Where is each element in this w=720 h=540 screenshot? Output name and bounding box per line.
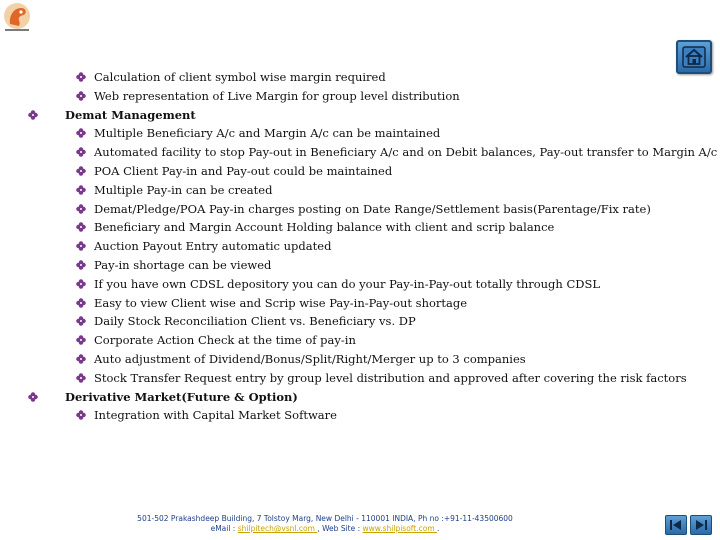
item-text: Auto adjustment of Dividend/Bonus/Split/Right/Merger up to 3 companies	[94, 351, 526, 366]
item-text: Pay-in shortage can be viewed	[94, 257, 272, 272]
next-slide-button[interactable]	[690, 515, 712, 535]
diamond-bullet-icon	[76, 181, 86, 195]
section-heading	[0, 388, 670, 407]
item-text: Web representation of Live Margin for group level distribution	[94, 88, 460, 103]
diamond-bullet-icon	[76, 294, 86, 308]
item-text: Stock Transfer Request entry by group level distribution and approved after covering the risk factors	[94, 370, 687, 385]
footer-contact	[0, 524, 650, 534]
diamond-bullet-icon	[76, 350, 86, 364]
list-item	[0, 369, 687, 388]
list-item	[0, 350, 670, 369]
list-item	[0, 200, 670, 219]
company-logo-icon	[0, 0, 36, 36]
item-text: Demat/Pledge/POA Pay-in charges posting on Date Range/Settlement basis(Parentage/Fix rate)	[94, 201, 651, 216]
diamond-bullet-icon	[76, 331, 86, 345]
list-item	[0, 275, 670, 294]
item-text: Auction Payout Entry automatic updated	[94, 239, 332, 254]
diamond-bullet-icon	[76, 256, 86, 270]
item-text: Automated facility to stop Pay-out in Beneficiary A/c and on Debit balances, Pay-out transfer to Margin A/c	[94, 145, 718, 160]
footer-end: .	[437, 524, 440, 533]
diamond-bullet-icon	[76, 237, 86, 251]
email-link[interactable]: shilpitech@vsnl.com	[237, 524, 318, 533]
list-item	[0, 143, 718, 162]
list-item	[0, 87, 670, 106]
website-link[interactable]: www.shilpisoft.com	[362, 524, 438, 533]
previous-slide-icon	[669, 519, 683, 531]
diamond-bullet-icon	[76, 275, 86, 289]
section-heading	[0, 106, 670, 125]
item-text: If you have own CDSL depository you can do your Pay-in-Pay-out totally through CDSL	[94, 276, 601, 291]
diamond-bullet-icon	[28, 388, 38, 402]
item-text: Integration with Capital Market Software	[94, 408, 337, 423]
diamond-bullet-icon	[76, 124, 86, 138]
diamond-bullet-icon	[76, 162, 86, 176]
diamond-bullet-icon	[76, 218, 86, 232]
diamond-bullet-icon	[76, 68, 86, 82]
diamond-bullet-icon	[76, 200, 86, 214]
item-text: Multiple Beneficiary A/c and Margin A/c can be maintained	[94, 126, 441, 141]
email-label: eMail :	[210, 524, 238, 533]
diamond-bullet-icon	[76, 87, 86, 101]
list-item	[0, 312, 670, 331]
home-button[interactable]	[676, 40, 712, 74]
footer	[0, 514, 650, 534]
list-item	[0, 162, 670, 181]
list-item	[0, 406, 670, 425]
footer-address: 501-502 Prakashdeep Building, 7 Tolstoy Marg, New Delhi - 110001 INDIA, Ph no :+91-11-43500600	[137, 514, 513, 523]
diamond-bullet-icon	[76, 406, 86, 420]
item-text: Beneficiary and Margin Account Holding balance with client and scrip balance	[94, 220, 555, 235]
list-item	[0, 68, 670, 87]
item-text: Daily Stock Reconciliation Client vs. Beneficiary vs. DP	[94, 314, 416, 329]
home-icon	[681, 45, 707, 69]
diamond-bullet-icon	[76, 312, 86, 326]
item-text: Multiple Pay-in can be created	[94, 182, 273, 197]
list-item	[0, 256, 670, 275]
diamond-bullet-icon	[76, 369, 86, 383]
diamond-bullet-icon	[28, 106, 38, 120]
list-item	[0, 237, 670, 256]
website-label: , Web Site :	[317, 524, 363, 533]
item-text: Corporate Action Check at the time of pay-in	[94, 333, 356, 348]
bullet-list	[0, 68, 718, 425]
previous-slide-button[interactable]	[665, 515, 687, 535]
diamond-bullet-icon	[76, 143, 86, 157]
item-text: Demat Management	[65, 107, 196, 122]
item-text: Calculation of client symbol wise margin required	[94, 70, 386, 84]
list-item	[0, 331, 670, 350]
list-item	[0, 181, 670, 200]
next-slide-icon	[694, 519, 708, 531]
item-text: Derivative Market(Future & Option)	[65, 389, 298, 404]
list-item	[0, 294, 670, 313]
list-item	[0, 124, 670, 143]
item-text: Easy to view Client wise and Scrip wise Pay-in-Pay-out shortage	[94, 295, 468, 310]
list-item	[0, 218, 670, 237]
item-text: POA Client Pay-in and Pay-out could be maintained	[94, 163, 393, 178]
